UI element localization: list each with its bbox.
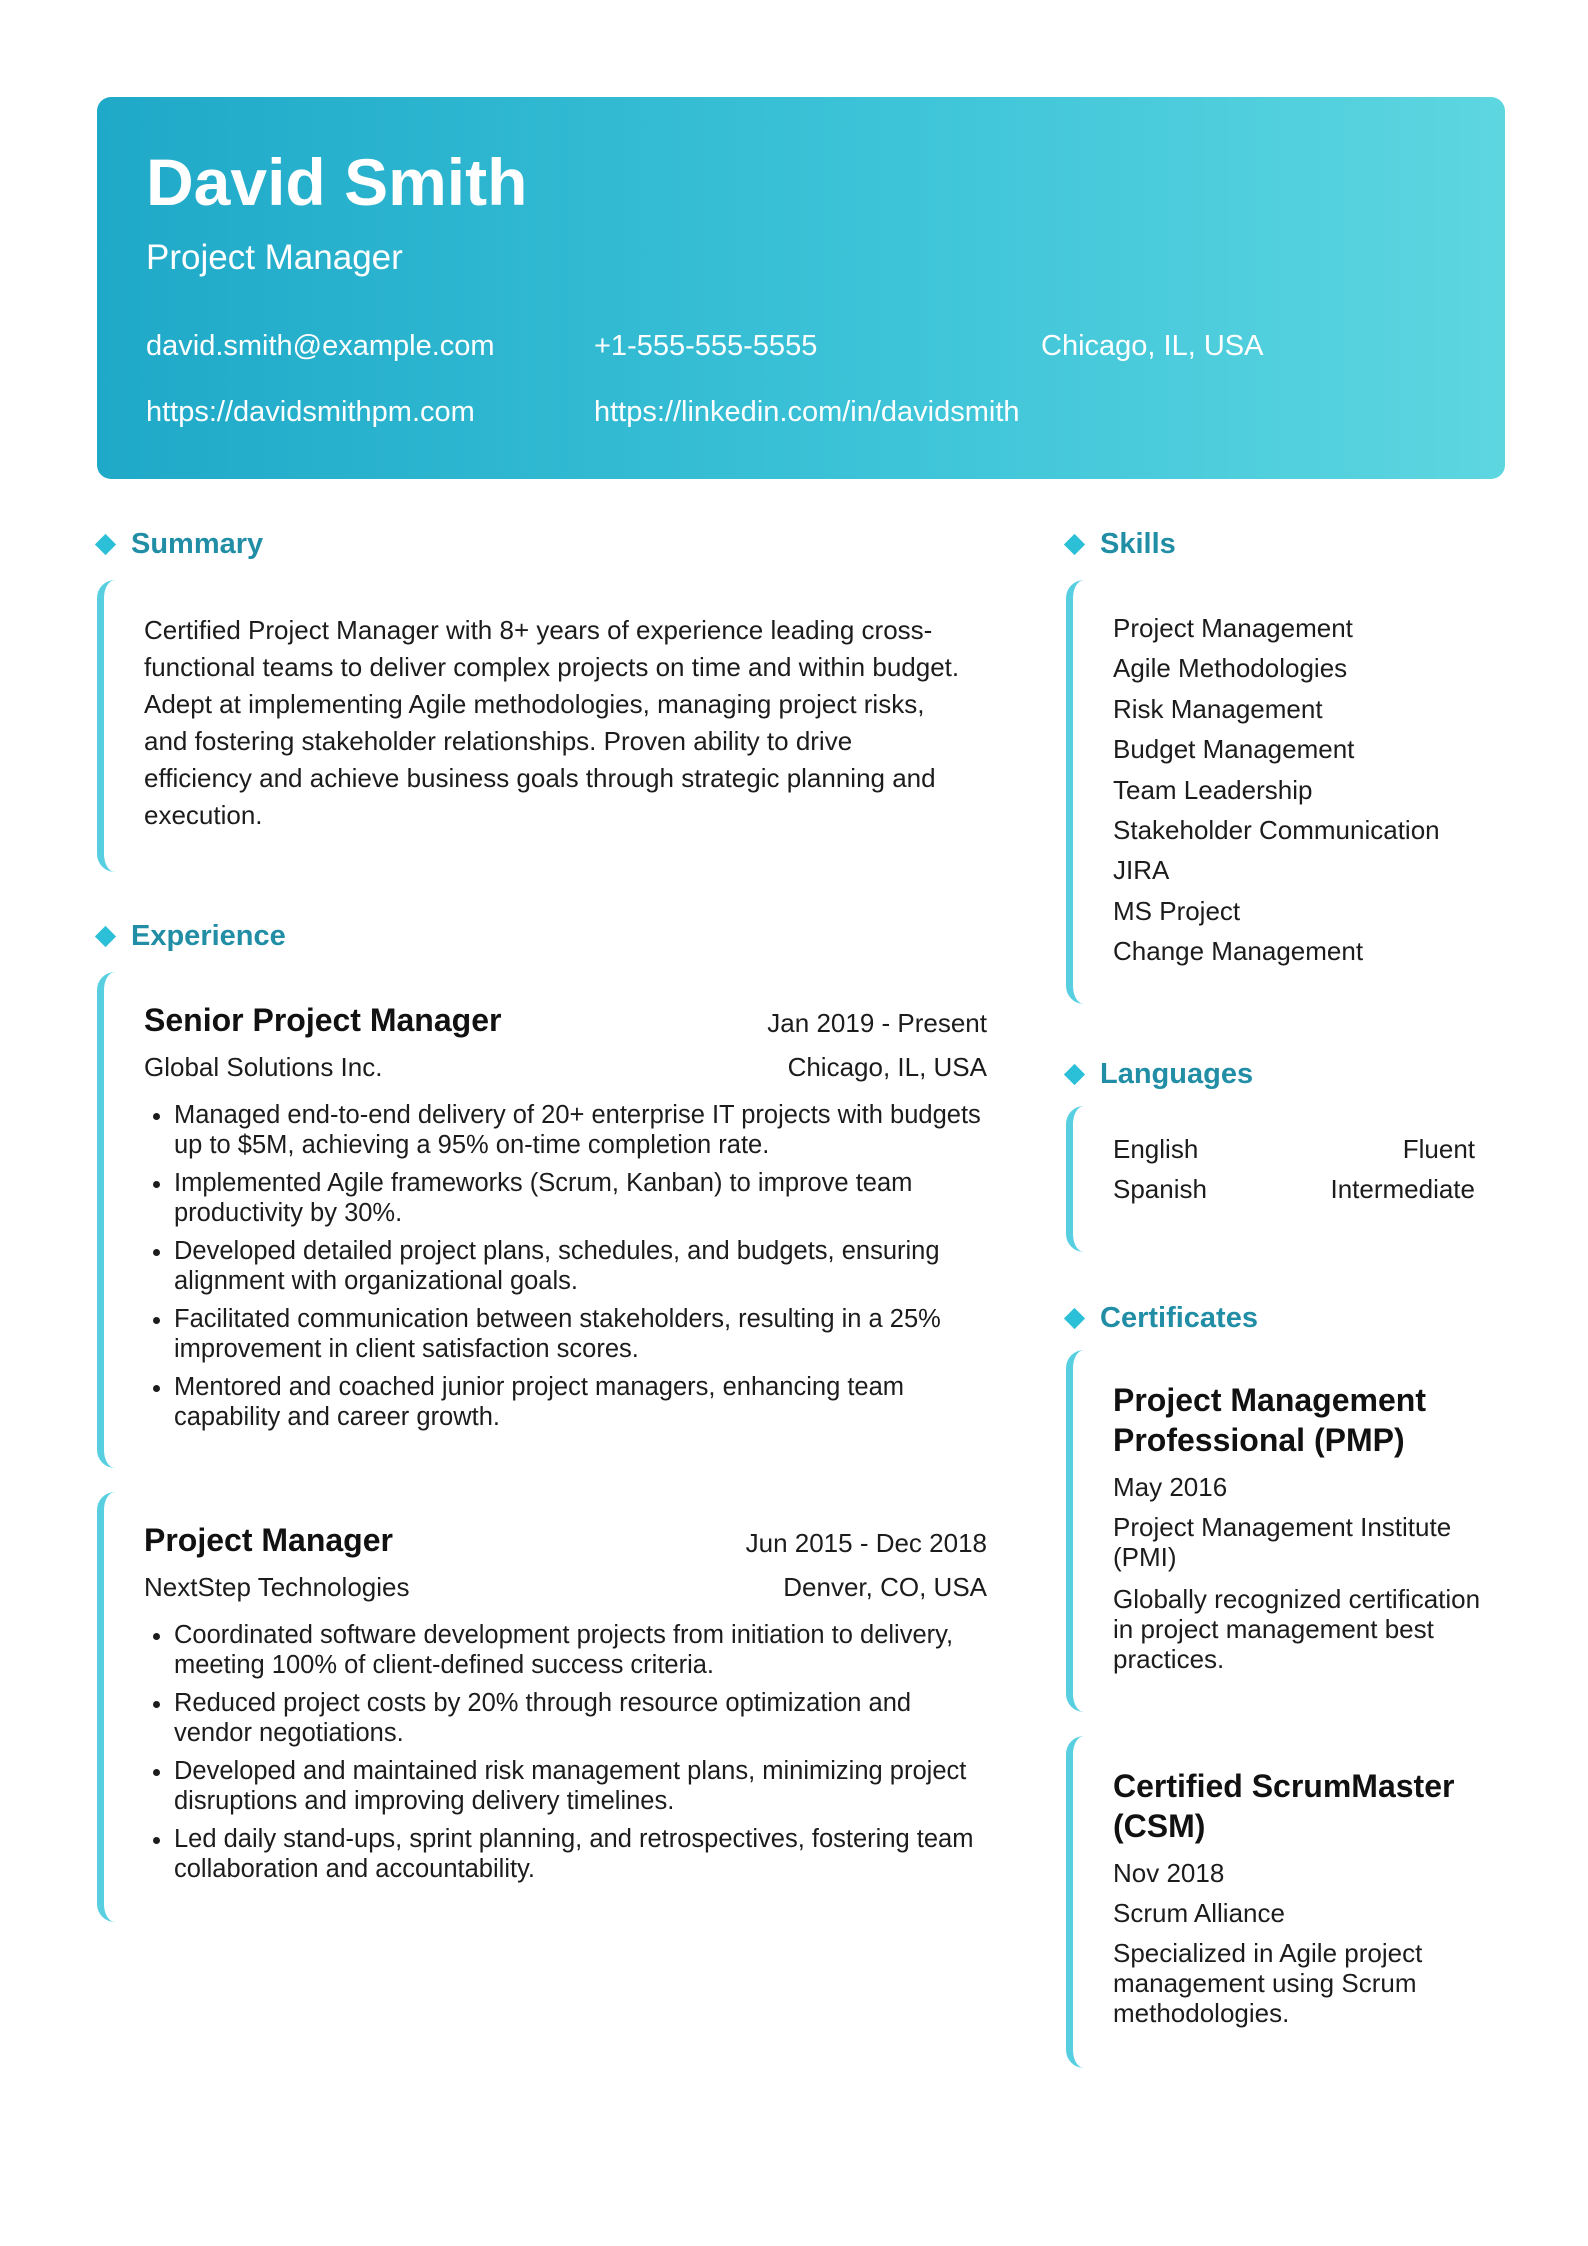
list-item: • Developed and maintained risk management plans, minimizing project disruptions and improving delivery timelines. [174,1756,994,1816]
certificate-date: Nov 2018 [1113,1858,1225,1888]
list-item: • Implemented Agile frameworks (Scrum, Kanban) to improve team productivity by 30%. [174,1168,994,1228]
job-entry [97,1492,987,1922]
language-row [1113,1174,1475,1205]
job-title: Project Manager [144,1522,393,1558]
list-item: • Facilitated communication between stakeholders, resulting in a 25% improvement in client satisfaction scores. [174,1304,994,1364]
list-item: • Developed detailed project plans, schedules, and budgets, ensuring alignment with organizational goals. [174,1236,994,1296]
certificate-issuer: Project Management Institute (PMI) [1113,1512,1452,1572]
certificates-heading: Certificates [1064,1302,1258,1335]
language-name: Spanish [1113,1174,1207,1204]
skill-item: JIRA [1113,855,1170,886]
diamond-icon [1064,1308,1085,1329]
languages-block [1066,1106,1486,1252]
certificate-description: Specialized in Agile project management using Scrum methodologies. [1113,1938,1423,2028]
summary-block [97,580,997,872]
language-row [1113,1134,1475,1165]
skill-item: Budget Management [1113,734,1355,765]
job-bullets [144,1100,994,1440]
language-name: English [1113,1134,1199,1164]
job-company: NextStep Technologies [144,1572,410,1602]
certificate-issuer: Scrum Alliance [1113,1898,1285,1928]
linkedin-link[interactable]: https://linkedin.com/in/davidsmith [594,396,1020,428]
skill-item: Agile Methodologies [1113,653,1348,684]
skill-item: Team Leadership [1113,774,1313,805]
job-title: Senior Project Manager [144,1002,502,1038]
list-item: • Mentored and coached junior project managers, enhancing team capability and career growth. [174,1372,994,1432]
language-level: Fluent [1402,1134,1475,1164]
list-item: • Managed end-to-end delivery of 20+ enterprise IT projects with budgets up to $5M, achieving a 95% on-time completion rate. [174,1100,994,1160]
skills-heading: Skills [1064,528,1176,561]
certificate-description: Globally recognized certification in project management best practices. [1113,1584,1481,1674]
job-dates: Jan 2019 - Present [767,1008,987,1038]
experience-heading: Experience [95,920,286,953]
job-entry [97,972,987,1468]
certificate-date: May 2016 [1113,1472,1228,1502]
list-item: • Led daily stand-ups, sprint planning, and retrospectives, fostering team collaboration and accountability. [174,1824,994,1884]
summary-text: Certified Project Manager with 8+ years of experience leading cross-functional teams to deliver complex projects on time and within budget. Adept at implementing Agile methodologies, managing project risks, and fostering stakeholder relationships. Proven ability to drive efficiency and achieve business goals through strategic planning and execution. [144,615,960,830]
email-link[interactable]: david.smith@example.com [146,330,495,362]
skill-item: Change Management [1113,936,1364,967]
languages-heading: Languages [1064,1058,1253,1091]
summary-heading: Summary [95,528,263,561]
job-company: Global Solutions Inc. [144,1052,383,1082]
skill-item: Project Management [1113,613,1353,643]
resume-header [97,97,1505,479]
skill-item: Stakeholder Communication [1113,815,1440,846]
skills-block [1066,580,1486,1004]
candidate-title: Project Manager [146,238,403,277]
diamond-icon [95,926,116,947]
certificate-name: Project Management Professional (PMP) [1113,1382,1426,1458]
job-dates: Jun 2015 - Dec 2018 [745,1528,987,1558]
skills-list [1113,608,1440,972]
job-bullets [144,1620,994,1892]
phone-number: +1-555-555-5555 [594,330,818,362]
certificate-name: Certified ScrumMaster (CSM) [1113,1768,1455,1844]
diamond-icon [1064,1064,1085,1085]
diamond-icon [1064,534,1085,555]
certificate-entry [1066,1350,1486,1712]
location: Chicago, IL, USA [1041,330,1264,362]
list-item: • Reduced project costs by 20% through resource optimization and vendor negotiations. [174,1688,994,1748]
diamond-icon [95,534,116,555]
list-item: • Coordinated software development projects from initiation to delivery, meeting 100% of client-defined success criteria. [174,1620,994,1680]
candidate-name: David Smith [146,145,528,219]
job-location: Denver, CO, USA [783,1572,987,1602]
certificate-entry [1066,1736,1486,2068]
skill-item: Risk Management [1113,693,1323,724]
job-location: Chicago, IL, USA [787,1052,987,1082]
skill-item: MS Project [1113,895,1241,926]
language-level: Intermediate [1330,1174,1475,1204]
website-link[interactable]: https://davidsmithpm.com [146,396,475,428]
